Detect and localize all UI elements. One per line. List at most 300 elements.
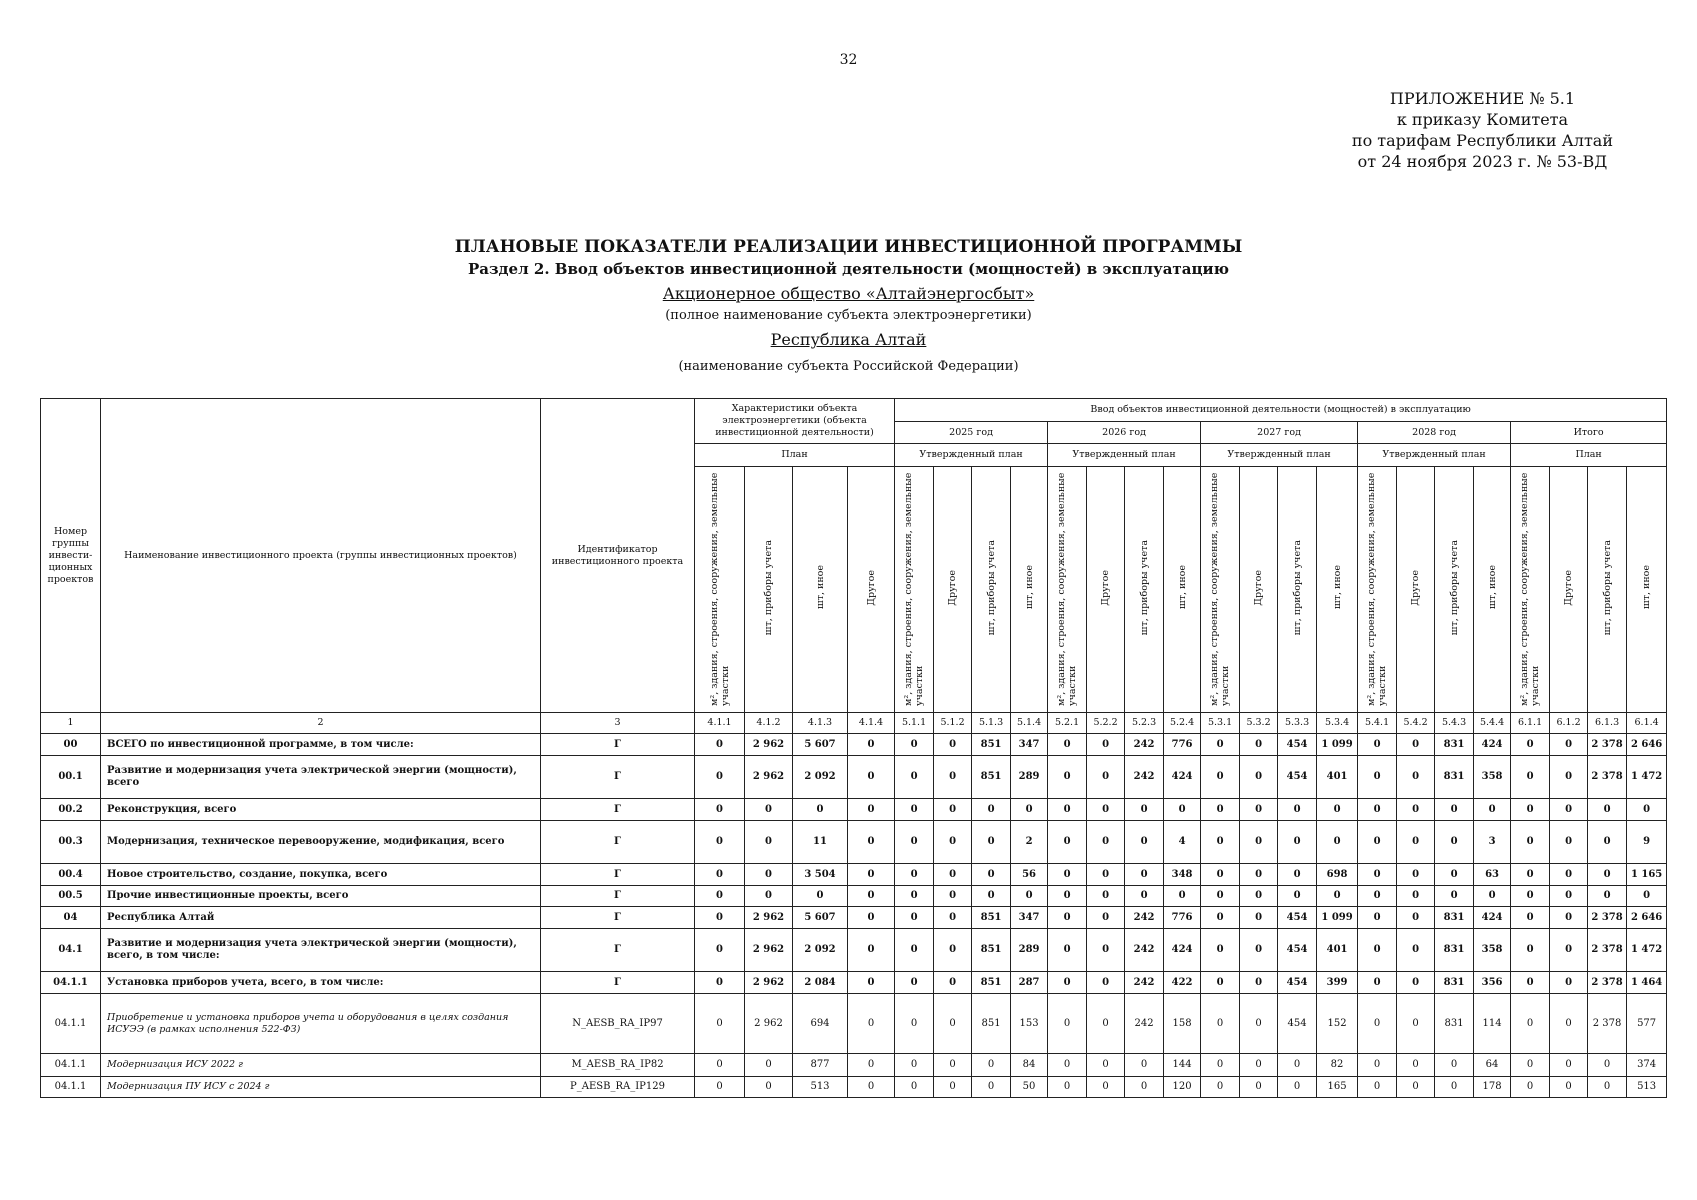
header-plan: План: [695, 444, 895, 467]
cell-value: 851: [972, 734, 1011, 756]
appendix-block: [1352, 88, 1613, 172]
subheader-col-meters: [1278, 467, 1317, 713]
cell-identifier: M_AESB_RA_IP82: [541, 1054, 695, 1077]
cell-project-name: Приобретение и установка приборов учета и оборудования в целях создания ИСУЭЭ (в рамках исполнения 522-ФЗ): [101, 994, 541, 1054]
cell-value: 0: [1397, 929, 1435, 972]
subheader-label: Другое: [865, 569, 877, 606]
table-row: [41, 756, 1667, 799]
cell-value: 0: [1511, 907, 1550, 929]
subheader-label: шт, иное: [1486, 565, 1498, 610]
document-title: ПЛАНОВЫЕ ПОКАЗАТЕЛИ РЕАЛИЗАЦИИ ИНВЕСТИЦИОННОЙ ПРОГРАММЫ: [454, 237, 1243, 257]
cell-value: 0: [1511, 994, 1550, 1054]
title-block: [0, 236, 1697, 378]
appendix-line: по тарифам Республики Алтай: [1351, 131, 1613, 150]
cell-value: 56: [1011, 864, 1048, 886]
cell-value: 0: [848, 1077, 895, 1098]
cell-value: 776: [1164, 907, 1201, 929]
table-row: [41, 907, 1667, 929]
cell-value: 0: [848, 1054, 895, 1077]
cell-value: 0: [1511, 734, 1550, 756]
cell-value: 63: [1474, 864, 1511, 886]
cell-value: 50: [1011, 1077, 1048, 1098]
cell-value: 0: [1048, 886, 1087, 907]
cell-project-name: Республика Алтай: [101, 907, 541, 929]
cell-group-number: 00.1: [41, 756, 101, 799]
cell-value: 831: [1435, 907, 1474, 929]
cell-value: 0: [934, 864, 972, 886]
column-number: 4.1.1: [695, 713, 745, 734]
cell-identifier: Г: [541, 756, 695, 799]
column-number: 6.1.1: [1511, 713, 1550, 734]
subheader-col-meters: [1588, 467, 1627, 713]
cell-value: 0: [1435, 799, 1474, 821]
cell-value: 454: [1278, 756, 1317, 799]
cell-group-number: 04.1: [41, 929, 101, 972]
table-row: [41, 1077, 1667, 1098]
cell-value: 289: [1011, 756, 1048, 799]
cell-value: 0: [1397, 756, 1435, 799]
subheader-col-buildings: [1201, 467, 1240, 713]
cell-value: 0: [1048, 907, 1087, 929]
cell-value: 0: [1201, 972, 1240, 994]
cell-value: 851: [972, 972, 1011, 994]
cell-value: 0: [1087, 864, 1125, 886]
subheader-label: м², здания, строения, сооружения, земельные участки: [708, 472, 731, 706]
cell-value: 0: [1358, 886, 1397, 907]
cell-project-name: Реконструкция, всего: [101, 799, 541, 821]
subheader-col-other: [934, 467, 972, 713]
cell-value: 0: [695, 734, 745, 756]
column-number: 5.3.2: [1240, 713, 1278, 734]
cell-project-name: Прочие инвестиционные проекты, всего: [101, 886, 541, 907]
cell-value: 0: [1397, 821, 1435, 864]
cell-value: 454: [1278, 907, 1317, 929]
cell-value: 0: [1397, 994, 1435, 1054]
cell-value: 4: [1164, 821, 1201, 864]
cell-value: 0: [1201, 864, 1240, 886]
cell-value: 0: [1397, 907, 1435, 929]
appendix-line: от 24 ноября 2023 г. № 53-ВД: [1357, 152, 1608, 171]
cell-value: 0: [848, 886, 895, 907]
table-row: [41, 1054, 1667, 1077]
cell-value: 877: [793, 1054, 848, 1077]
cell-identifier: Г: [541, 972, 695, 994]
header-total-plan: План: [1511, 444, 1667, 467]
cell-value: 242: [1125, 994, 1164, 1054]
cell-value: 2 962: [745, 756, 793, 799]
cell-value: 242: [1125, 734, 1164, 756]
cell-group-number: 04.1.1: [41, 1054, 101, 1077]
cell-value: 0: [1087, 734, 1125, 756]
column-number: 6.1.4: [1627, 713, 1667, 734]
cell-value: 242: [1125, 929, 1164, 972]
cell-value: 0: [1278, 886, 1317, 907]
cell-value: 0: [1048, 799, 1087, 821]
cell-value: 0: [1240, 1054, 1278, 1077]
cell-value: 0: [848, 972, 895, 994]
cell-value: 0: [1550, 1054, 1588, 1077]
cell-value: 0: [848, 799, 895, 821]
cell-value: 0: [1358, 821, 1397, 864]
cell-value: 0: [745, 799, 793, 821]
header-year-2027: 2027 год: [1201, 422, 1358, 444]
header-group-number: Номер группы инвести-ционных проектов: [41, 399, 101, 713]
cell-value: 454: [1278, 972, 1317, 994]
cell-value: 0: [934, 1077, 972, 1098]
cell-value: 0: [1240, 799, 1278, 821]
header-approved-plan: Утвержденный план: [1201, 444, 1358, 467]
subheader-col-other-pcs: [1011, 467, 1048, 713]
column-number: 5.4.1: [1358, 713, 1397, 734]
cell-value: 401: [1317, 929, 1358, 972]
cell-value: 2: [1011, 821, 1048, 864]
cell-value: 0: [848, 734, 895, 756]
cell-value: 0: [934, 886, 972, 907]
subheader-label: м², здания, строения, сооружения, земельные участки: [1209, 472, 1232, 706]
cell-value: 0: [1011, 799, 1048, 821]
cell-value: 0: [1201, 799, 1240, 821]
column-number: 5.2.2: [1087, 713, 1125, 734]
cell-value: 374: [1627, 1054, 1667, 1077]
cell-value: 0: [895, 821, 934, 864]
subheader-label: Другое: [947, 569, 959, 606]
cell-value: 1 099: [1317, 907, 1358, 929]
cell-value: 0: [1474, 886, 1511, 907]
cell-value: 577: [1627, 994, 1667, 1054]
cell-value: 0: [745, 864, 793, 886]
cell-value: 0: [1550, 799, 1588, 821]
subheader-label: м², здания, строения, сооружения, земельные участки: [1056, 472, 1079, 706]
header-project-name: Наименование инвестиционного проекта (группы инвестиционных проектов): [101, 399, 541, 713]
cell-value: 0: [1201, 1077, 1240, 1098]
cell-value: 0: [848, 756, 895, 799]
cell-value: 424: [1164, 929, 1201, 972]
cell-value: 153: [1011, 994, 1048, 1054]
cell-value: 0: [1048, 972, 1087, 994]
cell-value: 851: [972, 907, 1011, 929]
cell-value: 0: [1125, 886, 1164, 907]
cell-value: 2 092: [793, 756, 848, 799]
cell-value: 5 607: [793, 907, 848, 929]
section-title: Раздел 2. Ввод объектов инвестиционной деятельности (мощностей) в эксплуатацию: [467, 260, 1230, 278]
subheader-label: Другое: [1410, 569, 1422, 606]
column-number: 5.3.4: [1317, 713, 1358, 734]
cell-value: 399: [1317, 972, 1358, 994]
header-commissioning: Ввод объектов инвестиционной деятельности (мощностей) в эксплуатацию: [895, 399, 1667, 422]
appendix-line: ПРИЛОЖЕНИЕ № 5.1: [1389, 89, 1576, 108]
cell-value: 0: [895, 799, 934, 821]
cell-value: 0: [695, 886, 745, 907]
cell-value: 289: [1011, 929, 1048, 972]
cell-value: 0: [848, 994, 895, 1054]
subheader-label: шт, иное: [1023, 565, 1035, 610]
cell-value: 0: [848, 821, 895, 864]
subheader-label: шт, приборы учета: [1448, 539, 1460, 636]
cell-value: 776: [1164, 734, 1201, 756]
subheader-label: Другое: [1563, 569, 1575, 606]
cell-value: 0: [1048, 994, 1087, 1054]
subheader-col-other-pcs: [1317, 467, 1358, 713]
cell-value: 0: [1087, 1054, 1125, 1077]
cell-value: 64: [1474, 1054, 1511, 1077]
header-total: Итого: [1511, 422, 1667, 444]
cell-value: 0: [1240, 756, 1278, 799]
cell-value: 0: [1358, 734, 1397, 756]
subheader-col-other-pcs: [793, 467, 848, 713]
cell-value: 0: [972, 1077, 1011, 1098]
subheader-label: шт, иное: [1176, 565, 1188, 610]
cell-value: 242: [1125, 907, 1164, 929]
cell-value: 0: [1511, 929, 1550, 972]
cell-value: 0: [972, 886, 1011, 907]
cell-value: 0: [1240, 1077, 1278, 1098]
cell-value: 0: [1317, 799, 1358, 821]
cell-value: 454: [1278, 994, 1317, 1054]
cell-value: 0: [1435, 1077, 1474, 1098]
cell-value: 0: [1201, 821, 1240, 864]
cell-value: 0: [1240, 821, 1278, 864]
cell-value: 347: [1011, 907, 1048, 929]
cell-project-name: ВСЕГО по инвестиционной программе, в том числе:: [101, 734, 541, 756]
cell-value: 0: [1358, 929, 1397, 972]
cell-value: 0: [895, 929, 934, 972]
subheader-label: шт, приборы учета: [763, 539, 774, 636]
cell-value: 0: [1627, 886, 1667, 907]
cell-value: 0: [1278, 1077, 1317, 1098]
cell-value: 0: [1201, 994, 1240, 1054]
cell-value: 0: [1550, 821, 1588, 864]
column-number: 4.1.3: [793, 713, 848, 734]
cell-value: 0: [1201, 1054, 1240, 1077]
cell-value: 0: [1358, 972, 1397, 994]
cell-value: 851: [972, 994, 1011, 1054]
cell-value: 0: [1048, 821, 1087, 864]
cell-value: 3: [1474, 821, 1511, 864]
subheader-col-meters: [745, 467, 793, 713]
cell-value: 0: [1087, 1077, 1125, 1098]
cell-project-name: Новое строительство, создание, покупка, всего: [101, 864, 541, 886]
column-number: 5.2.3: [1125, 713, 1164, 734]
cell-value: 0: [1588, 1077, 1627, 1098]
cell-value: 0: [1240, 972, 1278, 994]
cell-group-number: 04.1.1: [41, 994, 101, 1054]
region-name: Республика Алтай: [770, 330, 927, 349]
cell-value: 0: [1627, 799, 1667, 821]
cell-value: 2 962: [745, 929, 793, 972]
cell-value: 0: [1550, 756, 1588, 799]
cell-value: 0: [895, 972, 934, 994]
column-number: 6.1.2: [1550, 713, 1588, 734]
header-year-2026: 2026 год: [1048, 422, 1201, 444]
cell-value: 1 472: [1627, 756, 1667, 799]
page-number: 32: [839, 52, 858, 68]
cell-identifier: Г: [541, 886, 695, 907]
column-number: 5.2.1: [1048, 713, 1087, 734]
cell-value: 0: [1511, 1054, 1550, 1077]
cell-value: 0: [895, 886, 934, 907]
cell-identifier: Г: [541, 734, 695, 756]
cell-value: 0: [1397, 799, 1435, 821]
table-row: [41, 821, 1667, 864]
column-number: 4.1.2: [745, 713, 793, 734]
header-approved-plan: Утвержденный план: [1358, 444, 1511, 467]
subheader-label: м², здания, строения, сооружения, земельные участки: [1366, 472, 1389, 706]
cell-value: 0: [1511, 1077, 1550, 1098]
cell-value: 0: [1358, 799, 1397, 821]
cell-value: 0: [1435, 864, 1474, 886]
subheader-col-buildings: [1048, 467, 1087, 713]
cell-value: 84: [1011, 1054, 1048, 1077]
cell-value: 0: [848, 864, 895, 886]
column-number: 5.1.4: [1011, 713, 1048, 734]
subheader-label: шт, приборы учета: [985, 539, 997, 636]
cell-project-name: Развитие и модернизация учета электрической энергии (мощности), всего: [101, 756, 541, 799]
cell-value: 0: [1358, 907, 1397, 929]
cell-value: 454: [1278, 929, 1317, 972]
cell-value: 831: [1435, 994, 1474, 1054]
cell-value: 0: [1278, 799, 1317, 821]
cell-value: 401: [1317, 756, 1358, 799]
cell-value: 0: [1358, 994, 1397, 1054]
cell-value: 0: [1435, 886, 1474, 907]
column-number: 3: [541, 713, 695, 734]
cell-value: 0: [1048, 1054, 1087, 1077]
cell-value: 0: [695, 756, 745, 799]
cell-value: 2 962: [745, 907, 793, 929]
cell-value: 0: [1317, 886, 1358, 907]
column-number: 5.3.1: [1201, 713, 1240, 734]
region-caption: (наименование субъекта Российской Федерации): [678, 359, 1019, 374]
table-row: [41, 886, 1667, 907]
column-number: 4.1.4: [848, 713, 895, 734]
cell-project-name: Модернизация ИСУ 2022 г: [101, 1054, 541, 1077]
cell-value: 0: [1164, 886, 1201, 907]
cell-project-name: Модернизация, техническое перевооружение, модификация, всего: [101, 821, 541, 864]
table-row: [41, 734, 1667, 756]
table-row: [41, 864, 1667, 886]
subheader-col-other: [1397, 467, 1435, 713]
cell-value: 152: [1317, 994, 1358, 1054]
cell-value: 0: [1240, 994, 1278, 1054]
subheader-col-meters: [1435, 467, 1474, 713]
cell-value: 0: [972, 864, 1011, 886]
subheader-col-buildings: [695, 467, 745, 713]
cell-value: 513: [793, 1077, 848, 1098]
cell-value: 0: [1087, 799, 1125, 821]
cell-value: 2 378: [1588, 994, 1627, 1054]
column-number: 5.1.3: [972, 713, 1011, 734]
cell-value: 0: [1048, 756, 1087, 799]
cell-value: 0: [745, 886, 793, 907]
column-number: 6.1.3: [1588, 713, 1627, 734]
column-number: 5.4.4: [1474, 713, 1511, 734]
cell-value: 2 092: [793, 929, 848, 972]
cell-value: 0: [972, 1054, 1011, 1077]
cell-value: 1 472: [1627, 929, 1667, 972]
subheader-col-meters: [1125, 467, 1164, 713]
cell-value: 120: [1164, 1077, 1201, 1098]
cell-value: 0: [895, 1077, 934, 1098]
cell-group-number: 04.1.1: [41, 1077, 101, 1098]
cell-value: 0: [695, 799, 745, 821]
cell-value: 0: [1397, 972, 1435, 994]
cell-value: 2 378: [1588, 756, 1627, 799]
cell-value: 424: [1164, 756, 1201, 799]
subheader-col-other: [1550, 467, 1588, 713]
cell-identifier: Г: [541, 799, 695, 821]
cell-value: 2 962: [745, 972, 793, 994]
column-number: 2: [101, 713, 541, 734]
subheader-label: шт, приборы учета: [1138, 539, 1150, 636]
subheader-col-other-pcs: [1627, 467, 1667, 713]
cell-value: 82: [1317, 1054, 1358, 1077]
cell-value: 0: [1588, 864, 1627, 886]
header-identifier: Идентификатор инвестиционного проекта: [541, 399, 695, 713]
cell-value: 165: [1317, 1077, 1358, 1098]
cell-value: 0: [1125, 1054, 1164, 1077]
cell-value: 454: [1278, 734, 1317, 756]
cell-value: 831: [1435, 756, 1474, 799]
cell-value: 0: [1358, 1054, 1397, 1077]
cell-value: 0: [972, 821, 1011, 864]
table-row: [41, 799, 1667, 821]
cell-value: 0: [695, 907, 745, 929]
cell-value: 0: [934, 994, 972, 1054]
cell-value: 0: [745, 1054, 793, 1077]
cell-value: 0: [934, 1054, 972, 1077]
cell-value: 178: [1474, 1077, 1511, 1098]
cell-value: 0: [1550, 907, 1588, 929]
column-number: 5.4.3: [1435, 713, 1474, 734]
cell-value: 3 504: [793, 864, 848, 886]
cell-value: 0: [1435, 821, 1474, 864]
cell-value: 0: [1240, 886, 1278, 907]
cell-value: 851: [972, 756, 1011, 799]
subheader-col-other: [1087, 467, 1125, 713]
cell-value: 0: [1164, 799, 1201, 821]
header-characteristics: Характеристики объекта электроэнергетики (объекта инвестиционной деятельности): [695, 399, 895, 444]
cell-value: 0: [745, 821, 793, 864]
cell-value: 0: [1087, 994, 1125, 1054]
cell-value: 0: [1588, 1054, 1627, 1077]
column-number: 5.1.1: [895, 713, 934, 734]
cell-value: 0: [695, 821, 745, 864]
cell-value: 0: [1201, 907, 1240, 929]
cell-value: 2 962: [745, 994, 793, 1054]
cell-value: 0: [895, 994, 934, 1054]
cell-value: 2 378: [1588, 972, 1627, 994]
cell-value: 0: [895, 907, 934, 929]
cell-value: 0: [695, 994, 745, 1054]
cell-value: 0: [1011, 886, 1048, 907]
cell-value: 287: [1011, 972, 1048, 994]
cell-value: 0: [1550, 929, 1588, 972]
cell-value: 0: [1240, 907, 1278, 929]
cell-value: 831: [1435, 734, 1474, 756]
cell-value: 0: [1048, 929, 1087, 972]
cell-identifier: Г: [541, 907, 695, 929]
subheader-label: шт, иное: [814, 565, 826, 610]
cell-value: 0: [895, 756, 934, 799]
cell-value: 0: [1278, 864, 1317, 886]
cell-value: 158: [1164, 994, 1201, 1054]
cell-value: 0: [1435, 1054, 1474, 1077]
cell-value: 0: [1125, 799, 1164, 821]
cell-value: 0: [1550, 994, 1588, 1054]
subheader-col-other-pcs: [1164, 467, 1201, 713]
cell-group-number: 00.5: [41, 886, 101, 907]
cell-value: 356: [1474, 972, 1511, 994]
